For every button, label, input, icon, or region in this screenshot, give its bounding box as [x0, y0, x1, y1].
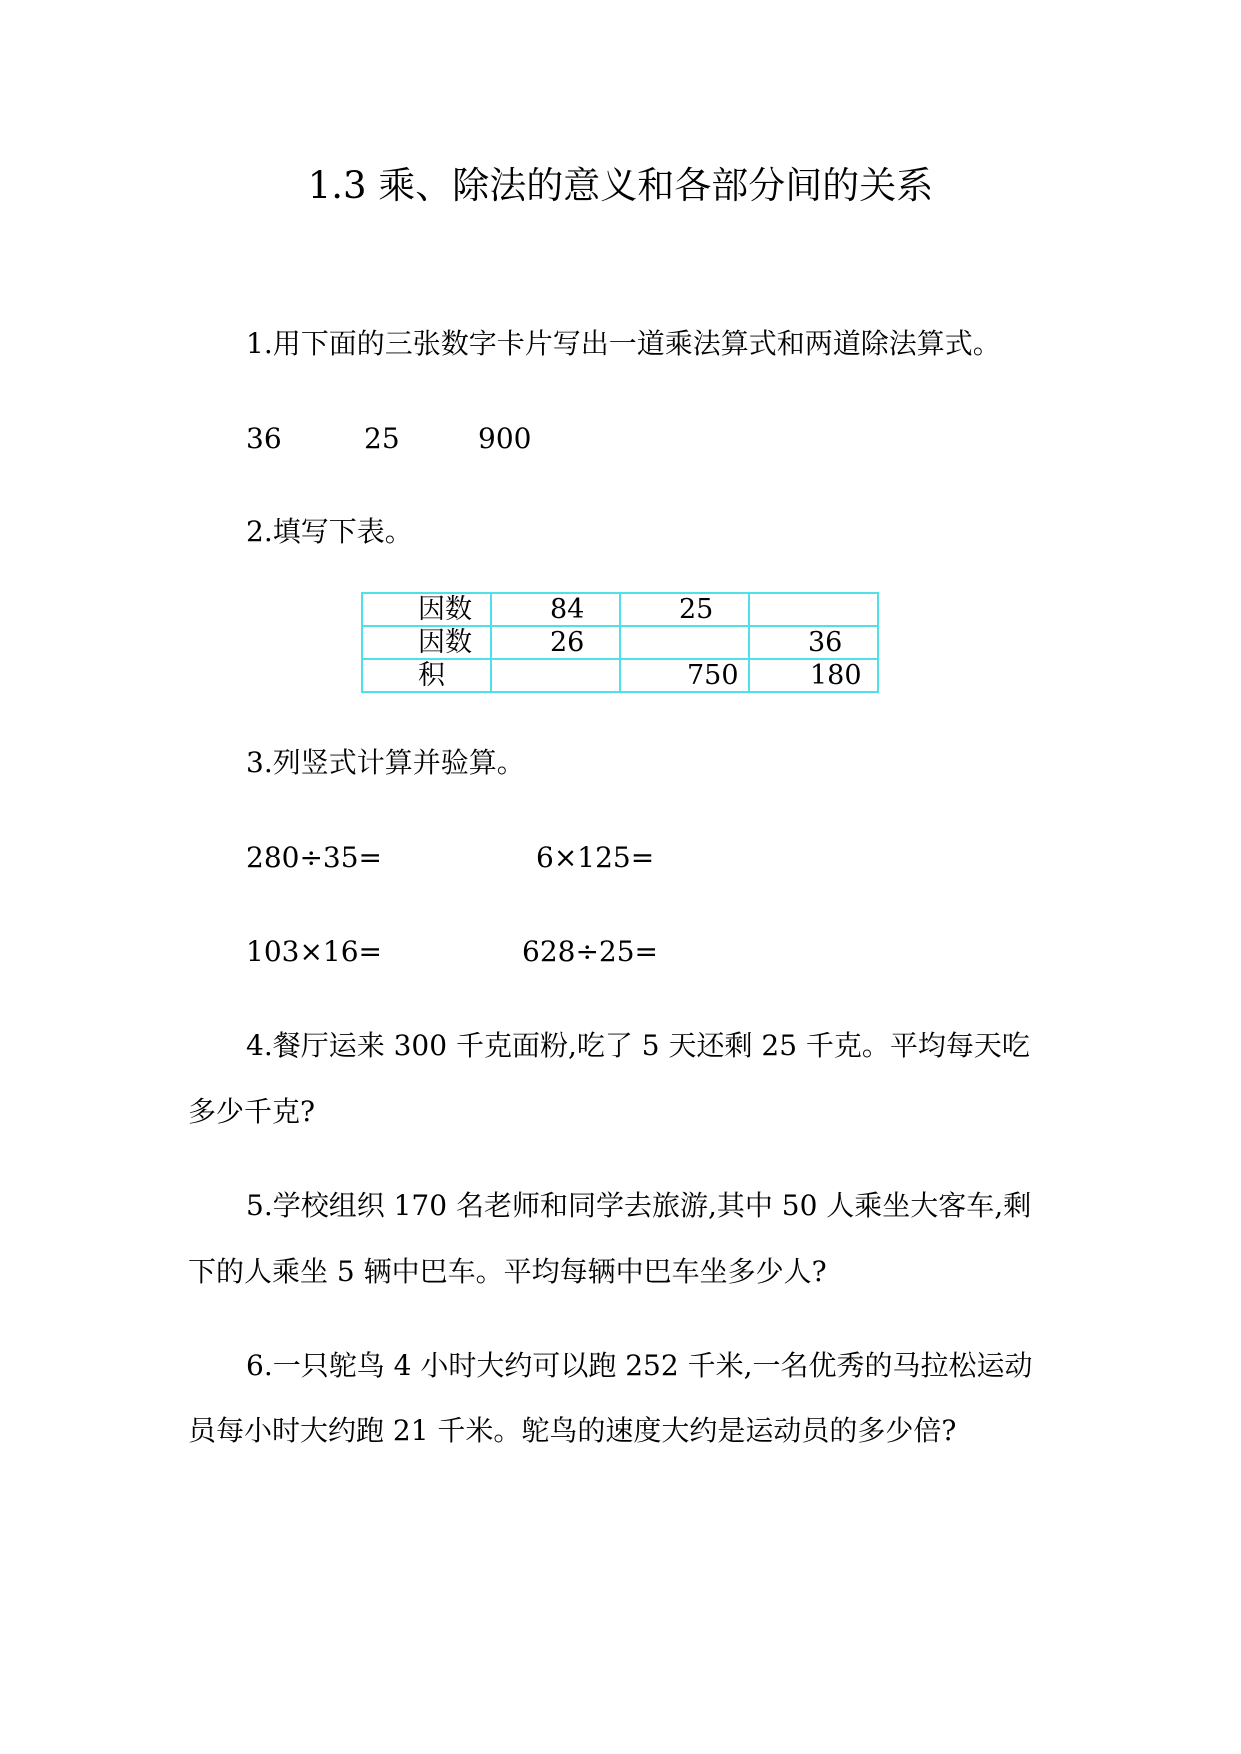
number-card-3: 900	[478, 422, 532, 455]
row-label-product: 积	[362, 659, 491, 692]
table-cell: 25	[620, 593, 749, 626]
calc-problem-2: 6×125=	[536, 841, 655, 874]
question-5-line-2: 下的人乘坐 5 辆中巴车。平均每辆中巴车坐多少人?	[188, 1255, 827, 1288]
row-label-factor-1: 因数	[362, 593, 491, 626]
page-title: 1.3 乘、除法的意义和各部分间的关系	[307, 164, 934, 207]
table-cell	[749, 593, 878, 626]
table-cell: 180	[749, 659, 878, 692]
question-6-line-1: 6.一只鸵鸟 4 小时大约可以跑 252 千米,一名优秀的马拉松运动	[246, 1349, 1033, 1382]
question-6-line-2: 员每小时大约跑 21 千米。鸵鸟的速度大约是运动员的多少倍?	[188, 1414, 957, 1447]
calc-problem-3: 103×16=	[246, 935, 382, 968]
row-label-factor-2: 因数	[362, 626, 491, 659]
calc-problem-4: 628÷25=	[522, 935, 658, 968]
number-card-1: 36	[246, 422, 282, 455]
question-4-line-2: 多少千克?	[188, 1095, 316, 1128]
calc-problem-1: 280÷35=	[246, 841, 382, 874]
table-cell: 84	[491, 593, 620, 626]
table-row	[362, 593, 878, 626]
question-4-line-1: 4.餐厅运来 300 千克面粉,吃了 5 天还剩 25 千克。平均每天吃	[246, 1029, 1030, 1062]
number-card-2: 25	[364, 422, 400, 455]
table-cell	[620, 626, 749, 659]
table-cell: 36	[749, 626, 878, 659]
table-row	[362, 659, 878, 692]
table-cell	[491, 659, 620, 692]
table-row	[362, 626, 878, 659]
question-5-line-1: 5.学校组织 170 名老师和同学去旅游,其中 50 人乘坐大客车,剩	[246, 1189, 1032, 1222]
table-cell: 750	[620, 659, 749, 692]
question-3-text: 3.列竖式计算并验算。	[246, 746, 525, 779]
question-1-text: 1.用下面的三张数字卡片写出一道乘法算式和两道除法算式。	[246, 327, 1001, 360]
table-cell: 26	[491, 626, 620, 659]
question-2-text: 2.填写下表。	[246, 515, 413, 548]
factor-product-table	[361, 592, 879, 693]
